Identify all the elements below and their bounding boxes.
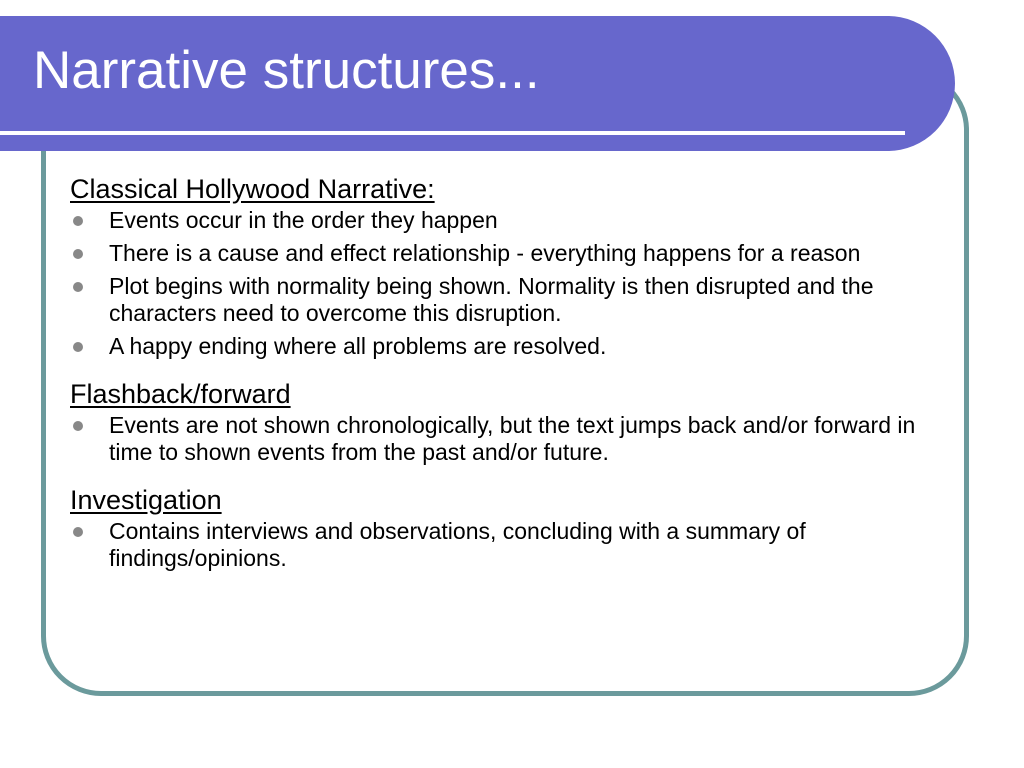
bullet-text: There is a cause and effect relationship - everything happens for a reason (109, 240, 861, 266)
section-flashback-forward (70, 378, 950, 466)
bullet-text: Events occur in the order they happen (109, 207, 498, 233)
bullet-item (70, 333, 950, 360)
bullet-item (70, 240, 950, 267)
section-heading: Classical Hollywood Narrative: (70, 174, 435, 204)
bullet-icon (73, 249, 83, 259)
bullet-text: Events are not shown chronologically, but the text jumps back and/or forward in time to shown events from the past and/or future. (109, 412, 916, 465)
section-classical-hollywood (70, 173, 950, 360)
bullet-icon (73, 527, 83, 537)
section-heading: Investigation (70, 485, 222, 515)
bullet-item (70, 273, 950, 327)
slide-title: Narrative structures... (33, 41, 540, 100)
bullet-item (70, 518, 950, 572)
section-heading: Flashback/forward (70, 379, 291, 409)
bullet-text: Contains interviews and observations, concluding with a summary of findings/opinions. (109, 518, 806, 571)
bullet-item (70, 412, 950, 466)
bullet-item (70, 207, 950, 234)
title-underline (0, 131, 905, 135)
bullet-icon (73, 282, 83, 292)
bullet-text: Plot begins with normality being shown. Normality is then disrupted and the characters need to overcome this disruption. (109, 273, 874, 326)
slide-content (70, 173, 950, 578)
section-investigation (70, 484, 950, 572)
bullet-list (70, 207, 950, 360)
bullet-icon (73, 421, 83, 431)
bullet-list (70, 412, 950, 466)
bullet-list (70, 518, 950, 572)
bullet-icon (73, 342, 83, 352)
bullet-icon (73, 216, 83, 226)
bullet-text: A happy ending where all problems are resolved. (109, 333, 607, 359)
